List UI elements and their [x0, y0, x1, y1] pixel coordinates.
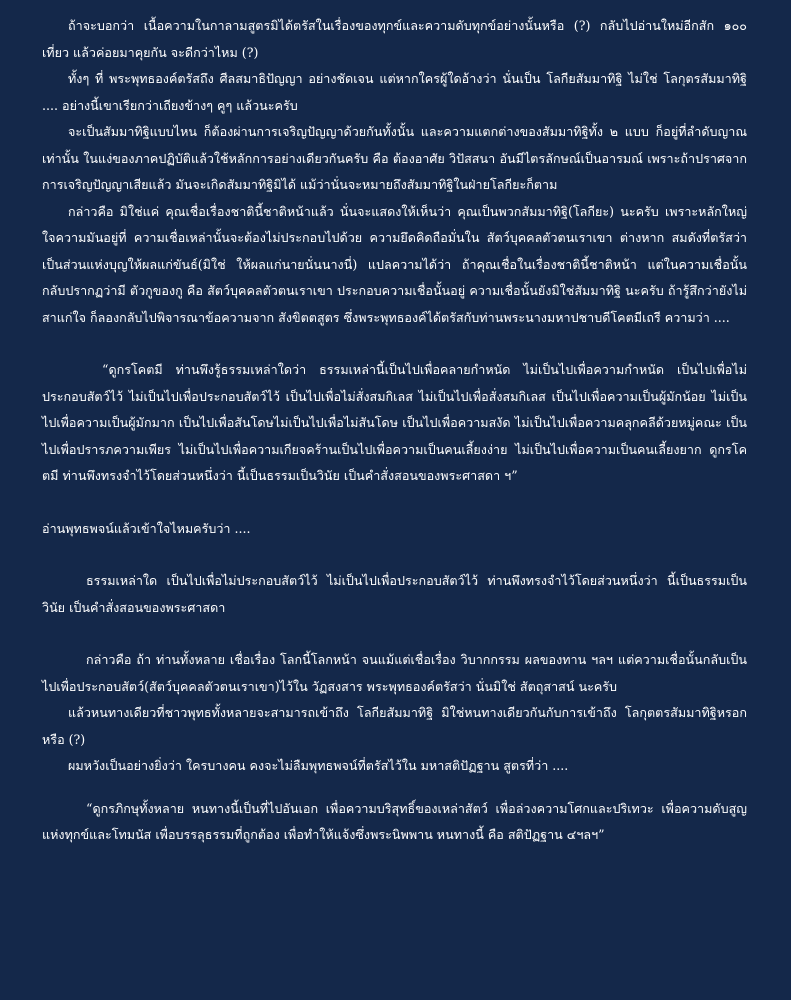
paragraph-satipatthana-intro: ผมหวังเป็นอย่างยิ่งว่า ใครบางคน คงจะไม่ลืมพุทธพจน์ที่ตรัสไว้ใน มหาสติปัฏฐาน สูตรที่ว่า .... — [68, 758, 569, 773]
paragraph-samma-ditthi: ทั้งๆ ที่ พระพุทธองค์ตรัสถึง ศีลสมาธิปัญญา อย่างชัดเจน แต่หากใครผู้ใดอ้างว่า นั่นเป็น โลกียสัมมาทิฐิ ไม่ใช่ โลกุตรสัมมาทิฐิ .... อย่างนี้เขาเรียกว่าเถียงข้างๆ คูๆ แล้วนะครับ — [42, 71, 747, 113]
paragraph-belief: กล่าวคือ มิใช่แค่ คุณเชื่อเรื่องชาตินี้ชาติหน้าแล้ว นั่นจะแสดงให้เห็นว่า คุณเป็นพวกสัมมาทิฐิ(โลกียะ) นะครับ เพราะหลักใหญ่ใจความมันอยู่ที่ ความเชื่อเหล่านั้นจะต้องไม่ประกอบไปด้วย ความยึดคิดถือมั่นใน สัตว์บุคคลตัวตนเราเขา ต่างหาก สมดังที่ตรัสว่า เป็นส่วนแห่งบุญให้ผลแก่ขันธ์(มิใช่ ให้ผลแก่นายนั่นนางนี่) แปลความได้ว่า ถ้าคุณเชื่อในเรื่องชาตินี้ชาติหน้า แต่ในความเชื่อนั้น กลับปรากฏว่ามี ตัวกูของกู คือ สัตว์บุคคลตัวตนเราเขา ประกอบความเชื่อนั้นอยู่ ความเชื่อนั้นยังมิใช่สัมมาทิฐิ นะครับ ถ้ารู้สึกว่ายังไม่สาแก่ใจ ก็ลองกลับไปพิจารณาข้อความจาก สังขิตตสูตร ซึ่งพระพุทธองค์ได้ตรัสกับท่านพระนางมหาปชาบดีโคตมีเถรี ความว่า .... — [42, 203, 747, 325]
paragraph-kalama-intro: ถ้าจะบอกว่า เนื้อความในกาลามสูตรมิได้ตรัสในเรื่องของทุกข์และความดับทุกข์อย่างนั้นหรือ (?) กลับไปอ่านใหม่อีกสัก ๑๐๐ เที่ยว แล้วค่อยมาคุยกัน จะดีกว่าไหม (?) — [42, 18, 747, 60]
paragraph-wisdom: จะเป็นสัมมาทิฐิแบบไหน ก็ต้องผ่านการเจริญปัญญาด้วยกันทั้งนั้น และความแตกต่างของสัมมาทิฐิทั้ง ๒ แบบ ก็อยู่ที่ลำดับญาณเท่านั้น ในแง่ของภาคปฏิบัติแล้วใช้หลักการอย่างเดียวกันครับ คือ ต้องอาศัย วิปัสสนา อันมีไตรลักษณ์เป็นอารมณ์ เพราะถ้าปราศจากการเจริญปัญญาเสียแล้ว มันจะเกิดสัมมาทิฐิมิได้ แม้ว่านั่นจะหมายถึงสัมมาทิฐิในฝ่ายโลกียะก็ตาม — [42, 124, 747, 192]
quote-satipatthana: “ดูกรภิกษุทั้งหลาย หนทางนี้เป็นที่ไปอันเอก เพื่อความบริสุทธิ์ของเหล่าสัตว์ เพื่อล่วงความโศกและปริเทวะ เพื่อความดับสูญ แห่งทุกข์และโทมนัส เพื่อบรรลุธรรมที่ถูกต้อง เพื่อทำให้แจ้งซึ่งพระนิพพาน หนทางนี้ คือ สติปัฏฐาน ๔ฯลฯ” — [42, 800, 747, 842]
quote-sankhitta-sutta: “ดูกรโคตมี ท่านพึงรู้ธรรมเหล่าใดว่า ธรรมเหล่านี้เป็นไปเพื่อคลายกำหนัด ไม่เป็นไปเพื่อความกำหนัด เป็นไปเพื่อไม่ประกอบสัตว์ไว้ ไม่เป็นไปเพื่อประกอบสัตว์ไว้ เป็นไปเพื่อไม่สั่งสมกิเลส ไม่เป็นไปเพื่อสั่งสมกิเลส เป็นไปเพื่อความเป็นผู้มักน้อย ไม่เป็นไปเพื่อความเป็นผู้มักมาก เป็นไปเพื่อสันโดษไม่เป็นไปเพื่อไม่สันโดษ เป็นไปเพื่อความสงัด ไม่เป็นไปเพื่อความคลุกคลีด้วยหมู่คณะ เป็นไปเพื่อปรารภความเพียร ไม่เป็นไปเพื่อความเกียจคร้านเป็นไปเพื่อความเป็นคนเลี้ยงง่าย ไม่เป็นไปเพื่อความเป็นคนเลี้ยงยาก ดูกรโคตมี ท่านพึงทรงจำไว้โดยส่วนหนึ่งว่า นี้เป็นธรรมเป็นวินัย เป็นคำสั่งสอนของพระศาสดา ฯ” — [42, 362, 747, 483]
paragraph-only-path: แล้วหนทางเดียวที่ชาวพุทธทั้งหลายจะสามารถเข้าถึง โลกียสัมมาทิฐิ มิใช่หนทางเดียวกันกับการเข้าถึง โลกุตตรสัมมาทิฐิหรอกหรือ (?) — [42, 705, 747, 747]
paragraph-question: อ่านพุทธพจน์แล้วเข้าใจไหมครับว่า .... — [42, 520, 251, 536]
paragraph-dhamma-vinaya: ธรรมเหล่าใด เป็นไปเพื่อไม่ประกอบสัตว์ไว้ ไม่เป็นไปเพื่อประกอบสัตว์ไว้ ท่านพึงทรงจำไว้โดยส่วนหนึ่งว่า นี้เป็นธรรมเป็นวินัย เป็นคำสั่งสอนของพระศาสดา — [42, 573, 747, 615]
paragraph-vatta: กล่าวคือ ถ้า ท่านทั้งหลาย เชื่อเรื่อง โลกนี้โลกหน้า จนแม้แต่เชื่อเรื่อง วิบากกรรม ผลของทาน ฯลฯ แต่ความเชื่อนั้นกลับเป็นไปเพื่อประกอบสัตว์(สัตว์บุคคลตัวตนเราเขา)ไว้ใน วัฏสงสาร พระพุทธองค์ตรัสว่า นั่นมิใช่ สัตถุสาสน์ นะครับ — [42, 652, 747, 694]
